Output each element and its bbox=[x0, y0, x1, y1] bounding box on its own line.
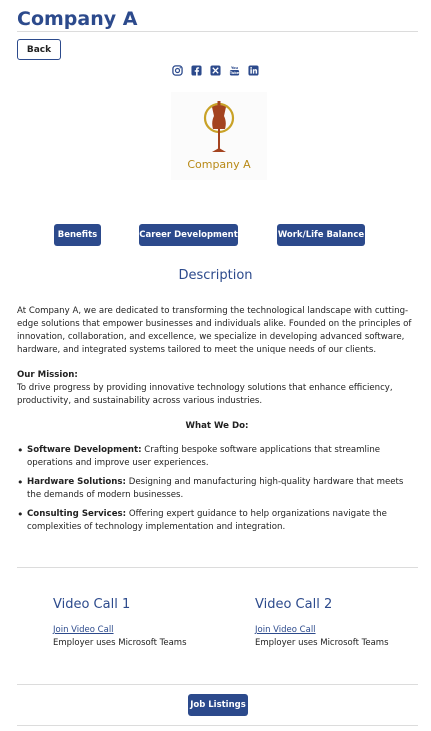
service-text: Designing and manufacturing high-quality hardware that meets the demands of modern businesses. bbox=[27, 477, 404, 500]
what-we-do-heading: What We Do: bbox=[185, 421, 249, 431]
list-item bbox=[17, 444, 417, 470]
service-text: Offering expert guidance to help organizations navigate the complexities of technology implementation and integration. bbox=[27, 509, 387, 532]
list-item bbox=[17, 508, 417, 534]
service-name: Software Development: bbox=[27, 445, 142, 455]
join-video-call-1-link[interactable]: Join Video Call bbox=[53, 625, 114, 635]
header-divider bbox=[17, 31, 418, 32]
list-item bbox=[17, 476, 417, 502]
service-name: Consulting Services: bbox=[27, 509, 127, 519]
description-intro: At Company A, we are dedicated to transforming the technological landscape with cutting-edge solutions that empower businesses and individuals alike. Founded on the principles of innovation, collaboration, and excellence, we specialize in developing advanced software, hardware, and integrated systems tailored to meet the unique needs of our clients. bbox=[17, 306, 412, 355]
svg-text:Tube: Tube bbox=[229, 71, 240, 76]
company-logo bbox=[171, 92, 267, 180]
linkedin-icon[interactable] bbox=[248, 65, 259, 76]
job-listings-button[interactable]: Job Listings bbox=[188, 694, 248, 716]
video-call-2-note: Employer uses Microsoft Teams bbox=[255, 638, 389, 648]
service-name: Hardware Solutions: bbox=[27, 477, 126, 487]
youtube-icon[interactable] bbox=[229, 65, 240, 76]
logo-text: Company A bbox=[187, 158, 251, 171]
tab-work-life-balance[interactable]: Work/Life Balance bbox=[277, 224, 365, 246]
section-divider bbox=[17, 567, 418, 568]
facebook-icon[interactable] bbox=[191, 65, 202, 76]
join-video-call-2-link[interactable]: Join Video Call bbox=[255, 625, 316, 635]
social-links bbox=[172, 65, 259, 76]
services-list bbox=[17, 444, 417, 540]
service-text: Crafting bespoke software applications that streamline operations and improve user experiences. bbox=[27, 445, 381, 468]
x-icon[interactable] bbox=[210, 65, 221, 76]
mission-text: To drive progress by providing innovative technology solutions that enhance efficiency, productivity, and sustainability across various industries. bbox=[17, 383, 393, 406]
back-button[interactable]: Back bbox=[17, 39, 61, 60]
footer-divider bbox=[17, 725, 418, 726]
instagram-icon[interactable] bbox=[172, 65, 183, 76]
mannequin-icon bbox=[171, 92, 267, 158]
svg-text:You: You bbox=[230, 66, 239, 71]
page-title: Company A bbox=[17, 8, 138, 30]
tab-benefits[interactable]: Benefits bbox=[54, 224, 101, 246]
video-call-1-note: Employer uses Microsoft Teams bbox=[53, 638, 187, 648]
mission-heading: Our Mission: bbox=[17, 370, 78, 380]
section-divider bbox=[17, 684, 418, 685]
video-call-1-title: Video Call 1 bbox=[53, 597, 131, 612]
description-heading: Description bbox=[178, 268, 253, 283]
tab-career-development[interactable]: Career Development bbox=[139, 224, 238, 246]
video-call-2-title: Video Call 2 bbox=[255, 597, 333, 612]
